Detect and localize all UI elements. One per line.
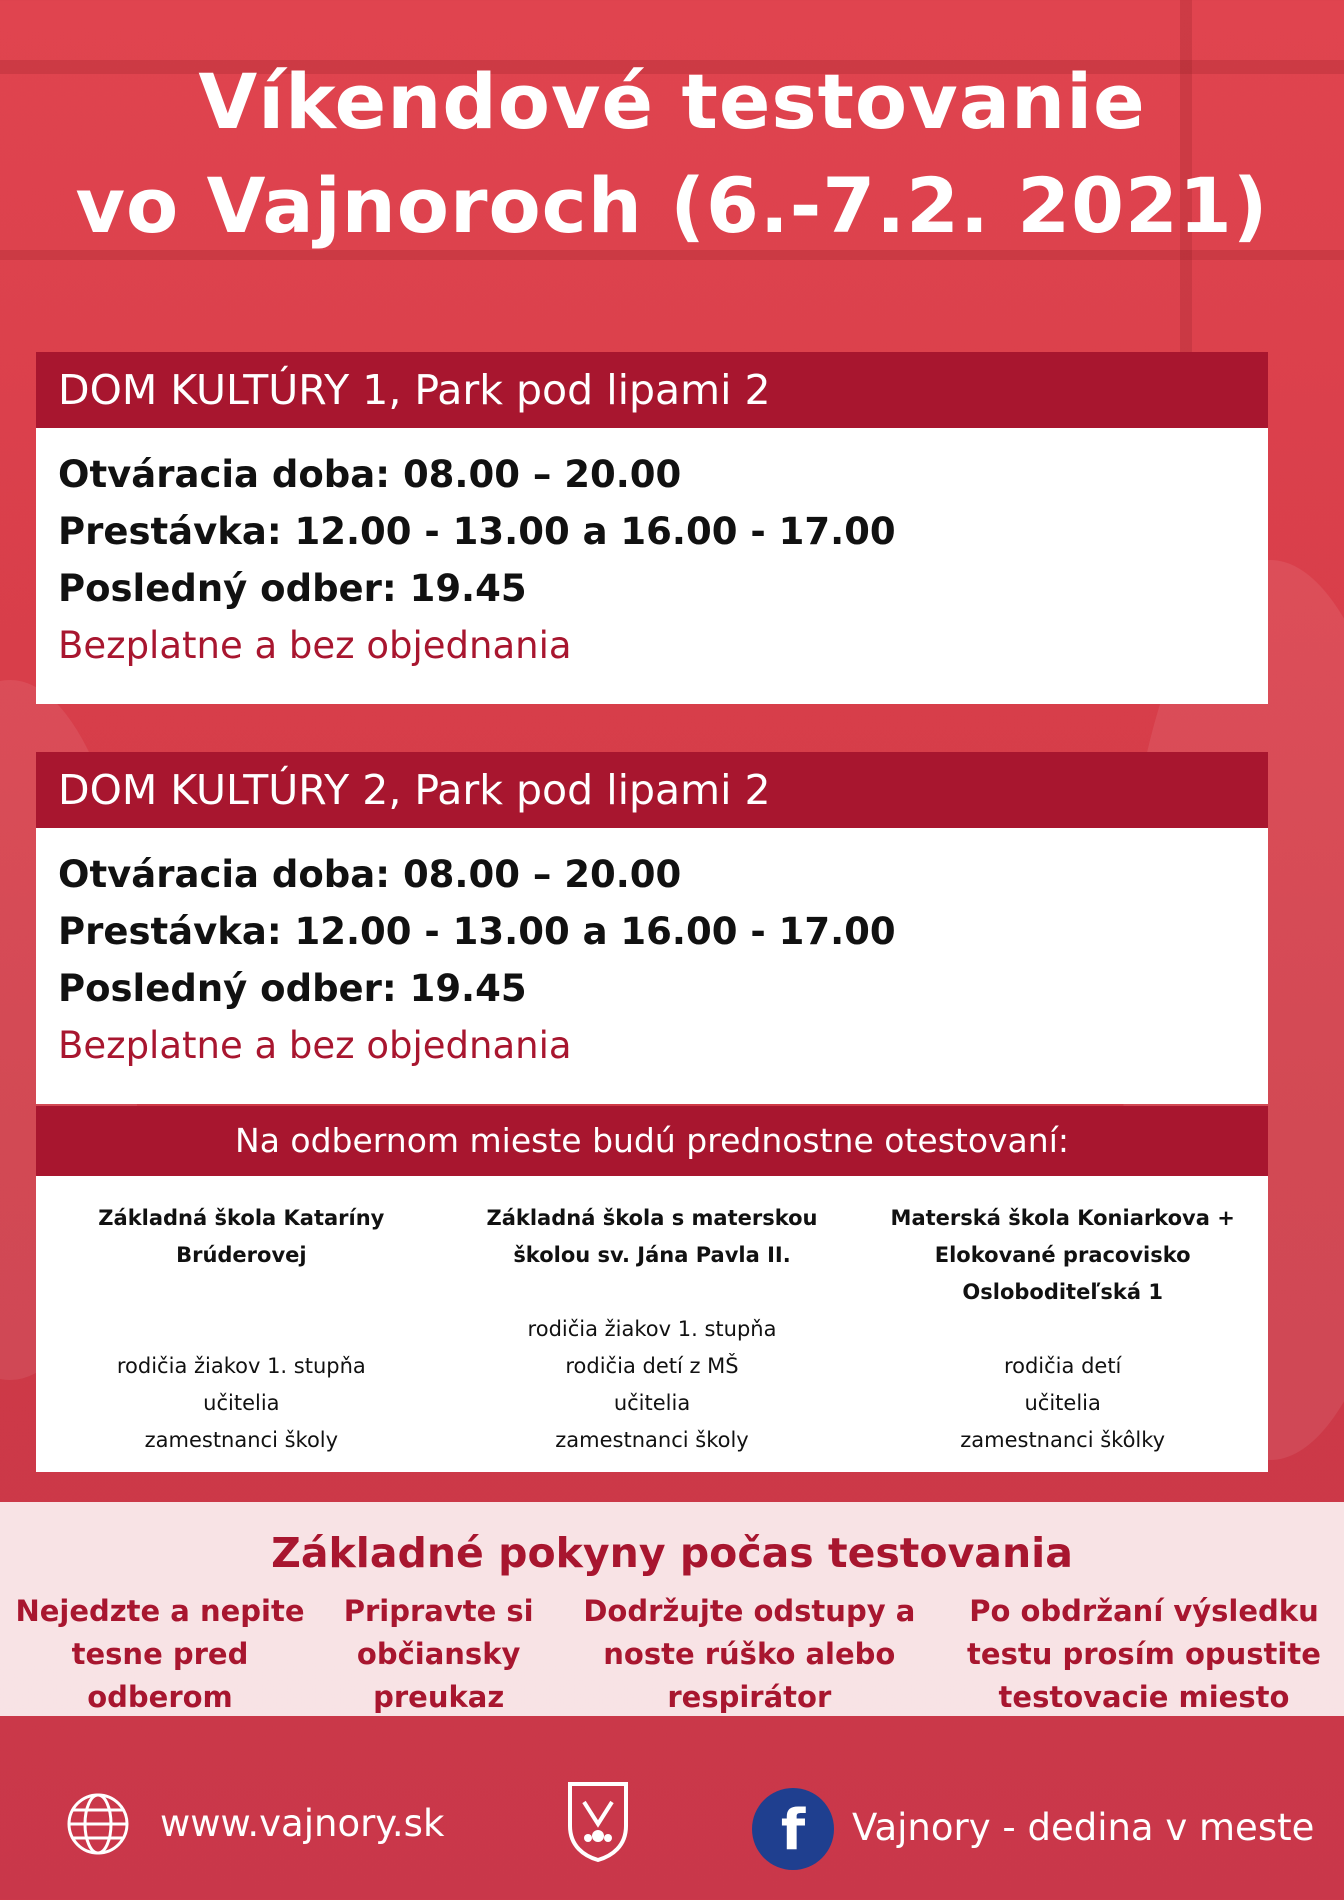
location-card-2 [36, 752, 1268, 1104]
tip-line: tesne pred [71, 1637, 249, 1671]
school-name-line: Brúderovej [176, 1243, 307, 1267]
school-name-line: Základná škola Kataríny [98, 1206, 385, 1230]
tip-line: testovacie miesto [998, 1680, 1290, 1714]
priority-section [36, 1106, 1268, 1472]
tip-line: občiansky [356, 1637, 521, 1671]
tip-item-4 [950, 1590, 1338, 1719]
page-title [0, 50, 1344, 258]
tip-line: testu prosím opustite [967, 1637, 1321, 1671]
school-name-line: Osloboditeľská 1 [962, 1280, 1163, 1304]
facebook-icon[interactable]: f [752, 1788, 834, 1870]
people-line: učitelia [613, 1391, 691, 1415]
tip-line: Dodržujte odstupy a [583, 1594, 916, 1628]
last-collection: Posledný odber: 19.45 [58, 967, 527, 1010]
people-line: zamestnanci škôlky [960, 1428, 1166, 1452]
tip-line: Pripravte si [343, 1594, 534, 1628]
tip-item-2 [329, 1590, 549, 1719]
tip-item-1 [6, 1590, 314, 1719]
tip-line: odberom [87, 1680, 233, 1714]
people-line: rodičia žiakov 1. stupňa [116, 1354, 366, 1378]
school-people [863, 1348, 1262, 1459]
break-hours: Prestávka: 12.00 - 13.00 a 16.00 - 17.00 [58, 910, 896, 953]
people-line: rodičia žiakov 1. stupňa [527, 1317, 777, 1341]
people-line: rodičia detí z MŠ [565, 1354, 739, 1378]
tips-heading: Základné pokyny počas testovania [271, 1529, 1073, 1577]
people-line: učitelia [1024, 1391, 1101, 1415]
people-line: rodičia detí [1003, 1354, 1122, 1378]
title-line-2: vo Vajnoroch (6.-7.2. 2021) [75, 161, 1269, 250]
school-name [863, 1200, 1262, 1311]
school-name-line: Elokované pracovisko [934, 1243, 1191, 1267]
tip-line: Nejedzte a nepite [15, 1594, 305, 1628]
tip-line: preukaz [373, 1680, 505, 1714]
school-name-line: Materská škola Koniarkova + [890, 1206, 1235, 1230]
school-people [453, 1311, 852, 1459]
globe-icon [66, 1792, 130, 1856]
school-name-line: Základná škola s materskou [486, 1206, 818, 1230]
school-name [453, 1200, 852, 1274]
tip-item-3 [563, 1590, 935, 1719]
people-line: zamestnanci školy [144, 1428, 339, 1452]
title-line-1: Víkendové testovanie [198, 57, 1146, 146]
last-collection: Posledný odber: 19.45 [58, 567, 527, 610]
school-name [42, 1200, 441, 1274]
location-card-1 [36, 352, 1268, 704]
school-column-1 [36, 1200, 447, 1459]
break-hours: Prestávka: 12.00 - 13.00 a 16.00 - 17.00 [58, 510, 896, 553]
free-note: Bezplatne a bez objednania [58, 624, 572, 667]
tips-section [0, 1502, 1344, 1716]
people-line: učitelia [203, 1391, 280, 1415]
people-line: zamestnanci školy [555, 1428, 749, 1452]
priority-heading: Na odbernom mieste budú prednostne otestovaní: [36, 1106, 1268, 1176]
location-heading: DOM KULTÚRY 1, Park pod lipami 2 [36, 352, 1268, 428]
free-note: Bezplatne a bez objednania [58, 1024, 572, 1067]
location-heading: DOM KULTÚRY 2, Park pod lipami 2 [36, 752, 1268, 828]
opening-hours: Otváracia doba: 08.00 – 20.00 [58, 453, 682, 496]
opening-hours: Otváracia doba: 08.00 – 20.00 [58, 853, 682, 896]
facebook-page-link[interactable]: Vajnory - dedina v meste [852, 1806, 1315, 1849]
tip-line: noste rúško alebo [603, 1637, 896, 1671]
tip-line: Po obdržaní výsledku [969, 1594, 1319, 1628]
school-column-3 [857, 1200, 1268, 1459]
footer [0, 1740, 1344, 1900]
school-name-line: školou sv. Jána Pavla II. [513, 1243, 791, 1267]
school-people [42, 1348, 441, 1459]
tip-line: respirátor [667, 1680, 832, 1714]
crest-icon [566, 1780, 630, 1862]
school-column-2 [447, 1200, 858, 1459]
website-link[interactable]: www.vajnory.sk [160, 1802, 445, 1845]
